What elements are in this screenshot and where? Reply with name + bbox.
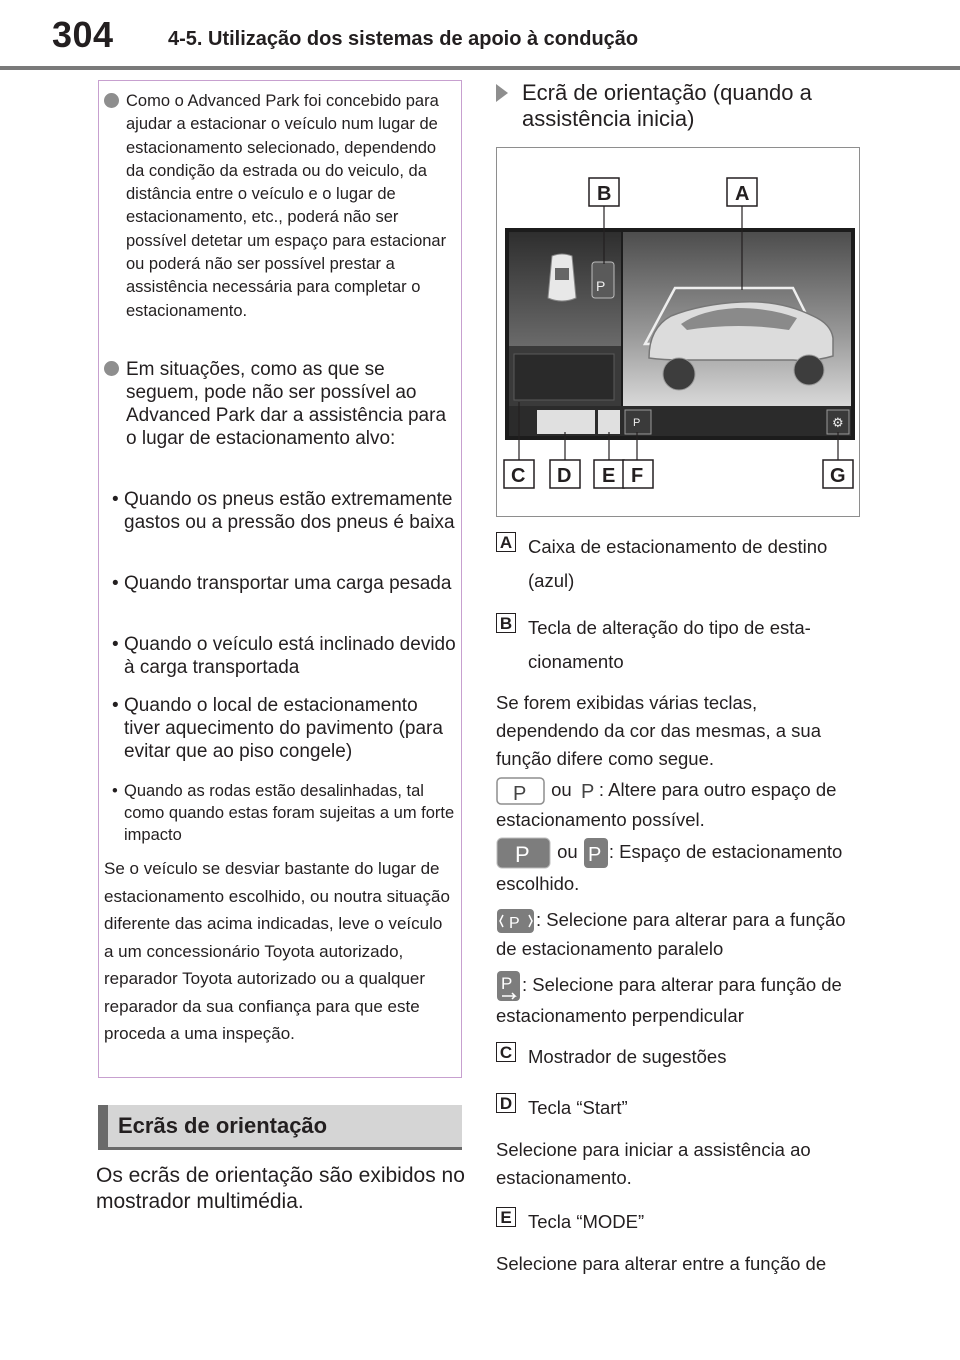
legend-letter-e: E — [496, 1207, 516, 1227]
list-bullet: • — [112, 782, 118, 800]
legend-item-d — [496, 1091, 862, 1125]
icon-explanation-3 — [496, 906, 862, 963]
callout-label-e: E — [602, 465, 616, 487]
legend-text-b-line2: cionamento — [528, 651, 624, 672]
list-bullet: • — [112, 634, 119, 655]
guidance-screen-illustration — [497, 148, 859, 516]
list-item — [112, 488, 456, 534]
legend-item-a — [496, 530, 862, 598]
parking-keys-paragraph: Se forem exibidas várias teclas, dependendo da cor das mesmas, a sua função difere como segue. — [496, 692, 821, 769]
legend-letter-c: C — [496, 1042, 516, 1062]
callout-label-d: D — [557, 465, 572, 487]
bullet-dot-icon — [104, 93, 119, 108]
section-intro: Os ecrãs de orientação são exibidos no mostrador multimédia. — [96, 1164, 465, 1213]
closing-paragraph: Se o veículo se desviar bastante do lugar de estacionamento escolhido, ou noutra situação diferente das acima indicadas, leve o veículo a um concessionário Toyota autorizado, reparador Toyota autorizado ou a qualquer reparador da sua confiança para que este proceda a uma inspeção. — [104, 859, 450, 1043]
car-roof — [555, 268, 569, 280]
guidance-screen-figure — [496, 147, 860, 517]
section-heading — [98, 1105, 462, 1150]
list-item-text: Quando o local de estacionamento tiver aquecimento do pavimento (para evitar que ao piso congele) — [124, 695, 443, 762]
legend-item-b — [496, 611, 862, 679]
legend-text-d: Tecla “Start” — [528, 1097, 628, 1118]
perpendicular-parking-icon — [496, 970, 522, 1002]
icon-explanation-1-text: : Altere para outro espaço de estacionamento possível. — [496, 779, 837, 831]
legend-text-e: Tecla “MODE” — [528, 1211, 645, 1232]
icon-explanation-2-text: : Espaço de estacionamento escolhido. — [496, 840, 843, 894]
mode-key-paragraph: Selecione para alterar entre a função de — [496, 1253, 827, 1274]
gear-icon: ⚙ — [832, 416, 844, 431]
parking-key-selected-small-icon — [583, 836, 609, 870]
list-bullet: • — [112, 489, 119, 510]
note-bullet-1 — [104, 90, 454, 323]
suggestion-display — [514, 354, 614, 400]
callout-label-b: B — [597, 183, 612, 205]
list-item — [112, 633, 456, 679]
chapter-title: 4-5. Utilização dos sistemas de apoio à condução — [168, 28, 639, 50]
bullet-dot-icon — [104, 361, 119, 376]
mode-key — [598, 410, 620, 434]
parallel-parking-icon — [496, 907, 536, 935]
list-item-text: Quando o veículo está inclinado devido à carga transportada — [124, 634, 456, 678]
legend-text-c: Mostrador de sugestões — [528, 1046, 727, 1067]
start-key — [537, 410, 595, 434]
list-item-text: Quando transportar uma carga pesada — [124, 573, 452, 594]
list-bullet: • — [112, 573, 119, 594]
start-key-paragraph: Selecione para iniciar a assistência ao estacionamento. — [496, 1139, 811, 1188]
svg-text:P: P — [515, 842, 530, 867]
legend-text-b — [528, 611, 862, 679]
icon-explanation-4-text: : Selecione para alterar para função de estacionamento perpendicular — [496, 973, 842, 1026]
note-text: Em situações, como as que se seguem, pode não ser possível ao Advanced Park dar a assistência para o lugar de estacionamento alvo: — [126, 359, 447, 449]
callout-label-c: C — [511, 465, 526, 487]
callout-label-f: F — [631, 465, 644, 487]
icon-explanation-1 — [496, 776, 862, 834]
page-number: 304 — [52, 14, 114, 55]
or-text: ou — [551, 779, 572, 800]
list-item-text: Quando as rodas estão desalinhadas, tal como quando estas foram sujeitas a um forte impacto — [124, 782, 455, 844]
legend-item-e — [496, 1205, 862, 1239]
note-text: Como o Advanced Park foi concebido para ajudar a estacionar o veículo num lugar de estacionamento selecionado, dependendo da condição da estrada ou do veiculo, da distância entre o veículo e o lugar de estacionamento, etc., poderá não ser possível detetar um espaço para estacionar ou poderá não ser possível prestar a assistência necessária para completar o estacionamento. — [126, 92, 447, 320]
list-item — [112, 694, 456, 763]
legend-text-a-line1: Caixa de estacionamento de destino — [528, 536, 828, 557]
front-wheel-icon — [663, 358, 695, 390]
subsection-heading-text: Ecrã de orientação (quando a assistência inicia) — [522, 80, 812, 131]
list-item-text: Quando os pneus estão extremamente gastos ou a pressão dos pneus é baixa — [124, 489, 455, 533]
list-item — [112, 780, 456, 846]
icon-explanation-4 — [496, 970, 862, 1030]
callout-label-a: A — [735, 183, 750, 205]
svg-text:P: P — [580, 781, 595, 804]
callout-label-g: G — [830, 465, 846, 487]
header-rule — [0, 66, 960, 70]
note-bullet-2 — [104, 358, 454, 450]
svg-text:P: P — [513, 783, 527, 806]
triangle-marker-icon — [496, 84, 508, 102]
parking-type-key-label: P — [596, 278, 606, 294]
parking-function-key-label: P — [633, 417, 641, 429]
or-text: ou — [557, 840, 578, 862]
legend-text-b-line1: Tecla de alteração do tipo de esta- — [528, 617, 811, 638]
parking-key-selected-icon — [496, 836, 552, 870]
icon-explanation-2 — [496, 836, 862, 898]
list-item — [112, 572, 456, 595]
svg-text:P: P — [587, 844, 602, 866]
svg-text:P: P — [501, 974, 513, 993]
svg-text:P: P — [509, 915, 520, 933]
section-heading-text: Ecrãs de orientação — [118, 1113, 328, 1138]
legend-letter-a: A — [496, 532, 516, 552]
legend-text-a — [528, 530, 862, 598]
legend-letter-b: B — [496, 613, 516, 633]
rear-wheel-icon — [794, 355, 824, 385]
legend-item-c — [496, 1040, 862, 1074]
list-bullet: • — [112, 695, 119, 716]
parking-key-outline-icon — [496, 776, 546, 806]
parking-key-small-outline-icon — [577, 776, 599, 806]
icon-explanation-3-text: : Selecione para alterar para a função de estacionamento paralelo — [496, 909, 846, 960]
legend-text-a-line2: (azul) — [528, 570, 575, 591]
subsection-heading — [496, 80, 856, 132]
legend-letter-d: D — [496, 1093, 516, 1113]
